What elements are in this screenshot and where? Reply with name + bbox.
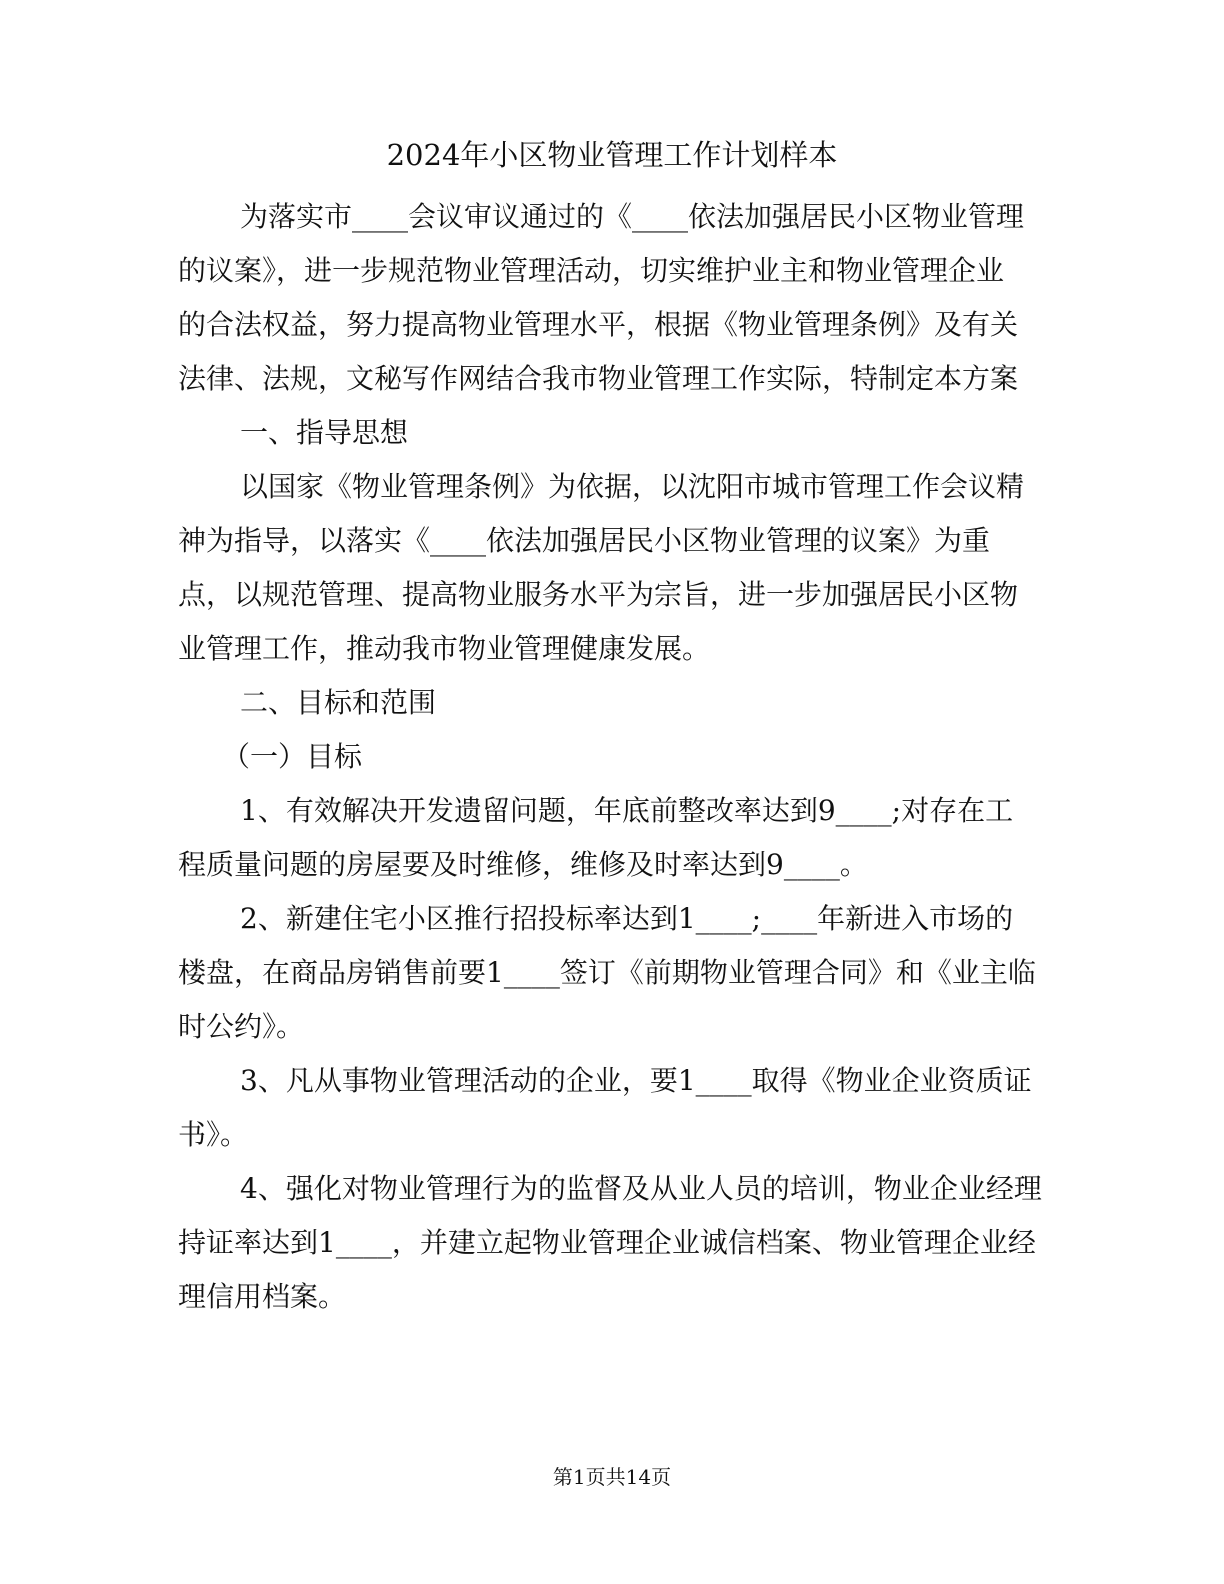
text-line: 1、有效解决开发遗留问题，年底前整改率达到9____;对存在工 bbox=[240, 794, 1014, 827]
section-heading-goals-scope bbox=[178, 676, 1038, 730]
text-line: 点，以规范管理、提高物业服务水平为宗旨，进一步加强居民小区物 bbox=[178, 578, 1019, 611]
text-line: 的合法权益，努力提高物业管理水平，根据《物业管理条例》及有关 bbox=[178, 308, 1019, 341]
list-item-goal-1 bbox=[178, 784, 1038, 892]
text-line: 时公约》。 bbox=[178, 1010, 305, 1043]
list-item-goal-4 bbox=[178, 1162, 1042, 1324]
list-item-goal-2 bbox=[178, 892, 1038, 1054]
text-line: 一、指导思想 bbox=[240, 416, 409, 449]
text-line: 为落实市____会议审议通过的《____依法加强居民小区物业管理 bbox=[240, 200, 1025, 233]
text-line: 二、目标和范围 bbox=[240, 686, 437, 719]
text-line: 4、强化对物业管理行为的监督及从业人员的培训，物业企业经理 bbox=[240, 1172, 1042, 1205]
text-line: 理信用档案。 bbox=[178, 1280, 347, 1313]
section-heading-guiding-ideology bbox=[178, 406, 1038, 460]
text-line: 业管理工作，推动我市物业管理健康发展。 bbox=[178, 632, 711, 665]
document-title: 2024年小区物业管理工作计划样本 bbox=[386, 138, 838, 172]
text-line: 程质量问题的房屋要及时维修，维修及时率达到9____。 bbox=[178, 848, 868, 881]
text-line: 2、新建住宅小区推行招投标率达到1____;____年新进入市场的 bbox=[240, 902, 1014, 935]
text-line: 3、凡从事物业管理活动的企业，要1____取得《物业企业资质证 bbox=[240, 1064, 1032, 1097]
page-number: 第1页共14页 bbox=[552, 1465, 672, 1489]
text-line: 以国家《物业管理条例》为依据，以沈阳市城市管理工作会议精 bbox=[240, 470, 1025, 503]
document-body bbox=[178, 190, 1042, 1324]
list-item-goal-3 bbox=[178, 1054, 1038, 1162]
paragraph-guiding-ideology bbox=[178, 460, 1038, 676]
text-line: 法律、法规，文秘写作网结合我市物业管理工作实际，特制定本方案 bbox=[178, 362, 1019, 395]
text-line: （一）目标 bbox=[222, 740, 363, 773]
paragraph-intro bbox=[178, 190, 1038, 406]
text-line: 持证率达到1____，并建立起物业管理企业诚信档案、物业管理企业经 bbox=[178, 1226, 1036, 1259]
text-line: 的议案》，进一步规范物业管理活动，切实维护业主和物业管理企业 bbox=[178, 254, 1005, 287]
text-line: 神为指导，以落实《____依法加强居民小区物业管理的议案》为重 bbox=[178, 524, 991, 557]
text-line: 书》。 bbox=[178, 1118, 249, 1151]
subsection-heading-goals bbox=[178, 730, 1038, 784]
text-line: 楼盘，在商品房销售前要1____签订《前期物业管理合同》和《业主临 bbox=[178, 956, 1036, 989]
